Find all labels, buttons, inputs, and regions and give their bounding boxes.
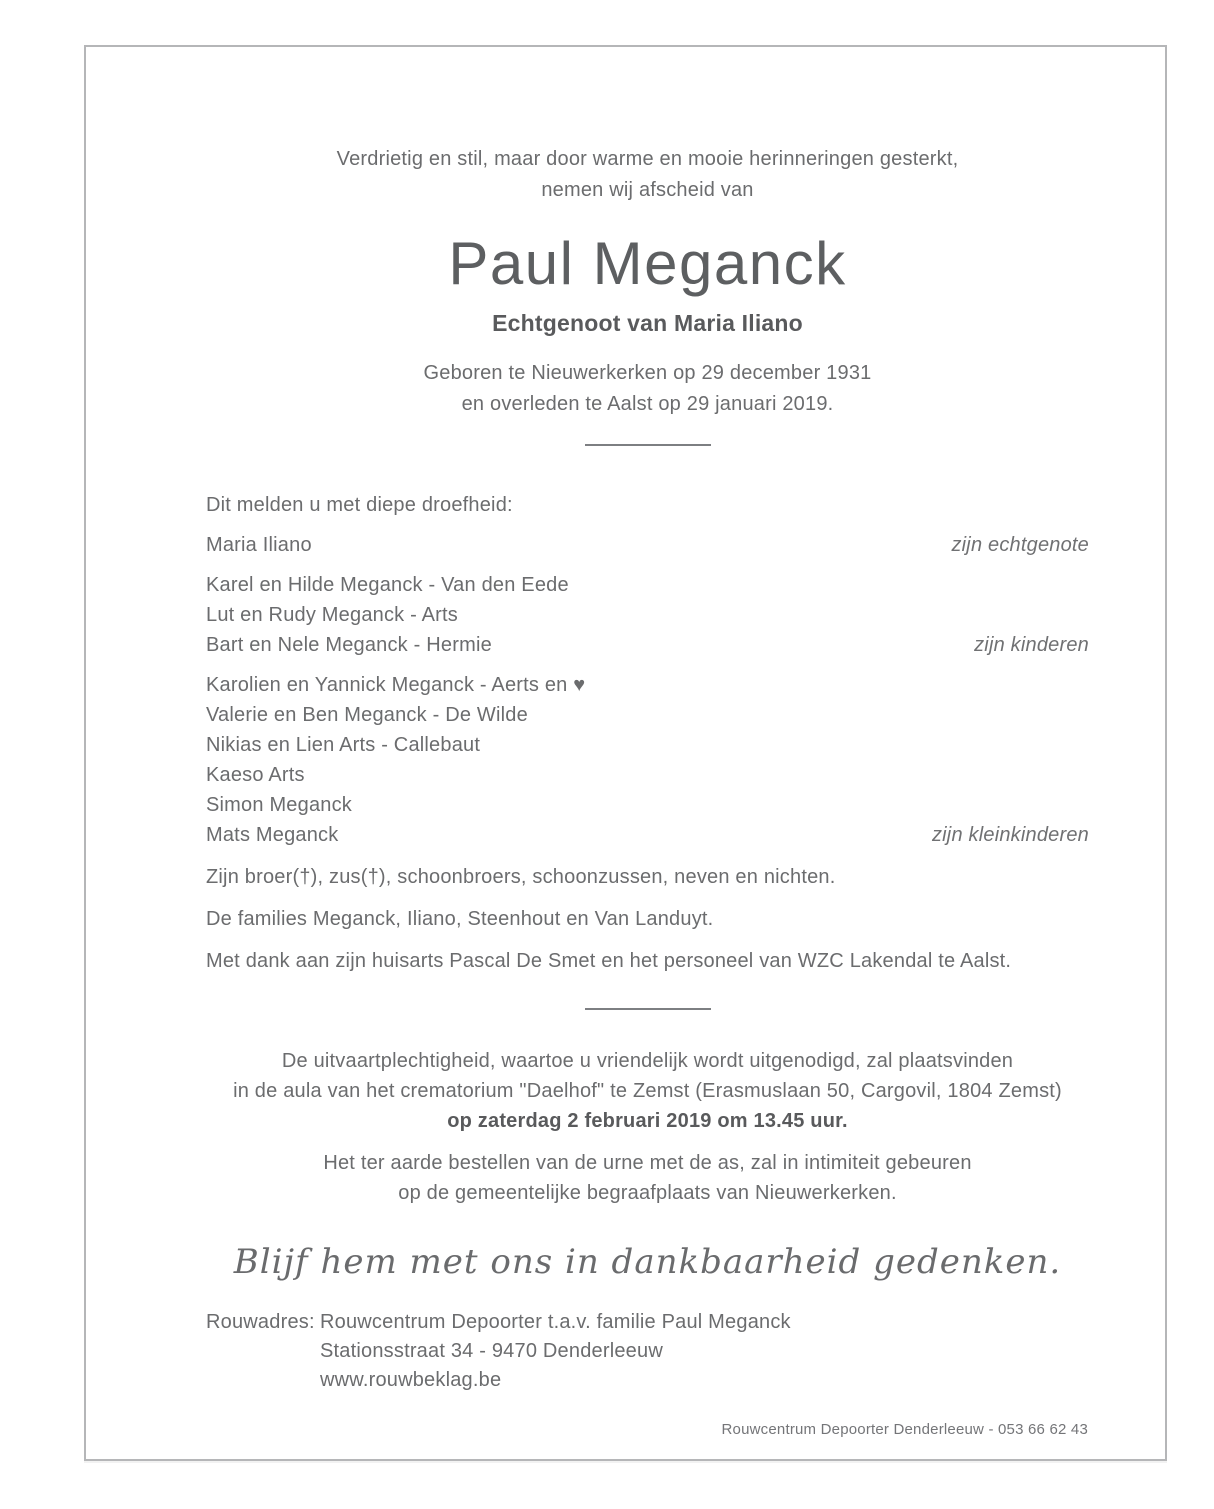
relation-label-grandchildren: zijn kleinkinderen [931,824,1089,846]
obituary-card [84,45,1167,1461]
announcement-line: Dit melden u met diepe droefheid: [206,494,513,516]
rouwadres-line-1: Rouwcentrum Depoorter t.a.v. familie Paul Meganck [320,1311,791,1333]
rouwadres-website: www.rouwbeklag.be [320,1369,502,1391]
family-line: Mats Meganck [206,824,339,846]
family-line: Karel en Hilde Meganck - Van den Eede [206,574,569,596]
burial-block [206,1148,1089,1208]
death-line: en overleden te Aalst op 29 januari 2019. [461,393,834,415]
deceased-name: Paul Meganck [448,230,847,297]
family-group-children [206,570,1089,660]
intro-line-2: nemen wij afscheid van [541,179,754,201]
family-group-spouse [206,530,1089,560]
family-line: Valerie en Ben Meganck - De Wilde [206,704,528,726]
family-line: Lut en Rudy Meganck - Arts [206,604,458,626]
family-line: Karolien en Yannick Meganck - Aerts en ♥ [206,674,586,696]
ceremony-block [206,1046,1089,1208]
spouse-subtitle: Echtgenoot van Maria Iliano [492,310,803,336]
divider-top [585,444,711,446]
intro-line-1: Verdrietig en stil, maar door warme en mooie herinneringen gesterkt, [336,148,959,170]
family-group-grandchildren [206,670,1089,850]
ceremony-line-1: De uitvaartplechtigheid, waartoe u vriendelijk wordt uitgenodigd, zal plaatsvinden [281,1050,1014,1072]
burial-line-1: Het ter aarde bestellen van de urne met de as, zal in intimiteit gebeuren [323,1152,972,1174]
rouwadres-line-2: Stationsstraat 34 - 9470 Denderleeuw [320,1340,663,1362]
closing-script-line: Blijf hem met ons in dankbaarheid gedenken. [233,1242,1062,1282]
dates-block [206,358,1089,420]
relation-label-spouse: zijn echtgenote [951,534,1089,556]
rouwadres-block [206,1308,1089,1395]
other-relatives-line: Zijn broer(†), zus(†), schoonbroers, schoonzussen, neven en nichten. [206,866,836,888]
ceremony-datetime: op zaterdag 2 februari 2019 om 13.45 uur. [447,1110,848,1132]
family-line: Nikias en Lien Arts - Callebaut [206,734,481,756]
family-line: Simon Meganck [206,794,352,816]
relation-label-children: zijn kinderen [974,634,1089,656]
burial-line-2: op de gemeentelijke begraafplaats van Nieuwerkerken. [398,1182,897,1204]
family-line: Maria Iliano [206,534,312,556]
birth-line: Geboren te Nieuwerkerken op 29 december 1931 [423,362,872,384]
family-line: Kaeso Arts [206,764,305,786]
rouwadres-label: Rouwadres: [206,1311,315,1333]
families-line: De families Meganck, Iliano, Steenhout en Van Landuyt. [206,908,714,930]
acknowledgement-line: Met dank aan zijn huisarts Pascal De Smet en het personeel van WZC Lakendal te Aalst. [206,950,1012,972]
divider-middle [585,1008,711,1010]
ceremony-line-2: in de aula van het crematorium "Daelhof" te Zemst (Erasmuslaan 50, Cargovil, 1804 Zemst) [233,1080,1062,1102]
footer-funeral-home: Rouwcentrum Depoorter Denderleeuw - 053 66 62 43 [721,1421,1088,1438]
rouwadres-lines [320,1308,791,1395]
family-line: Bart en Nele Meganck - Hermie [206,634,492,656]
card-content [86,47,1165,1459]
